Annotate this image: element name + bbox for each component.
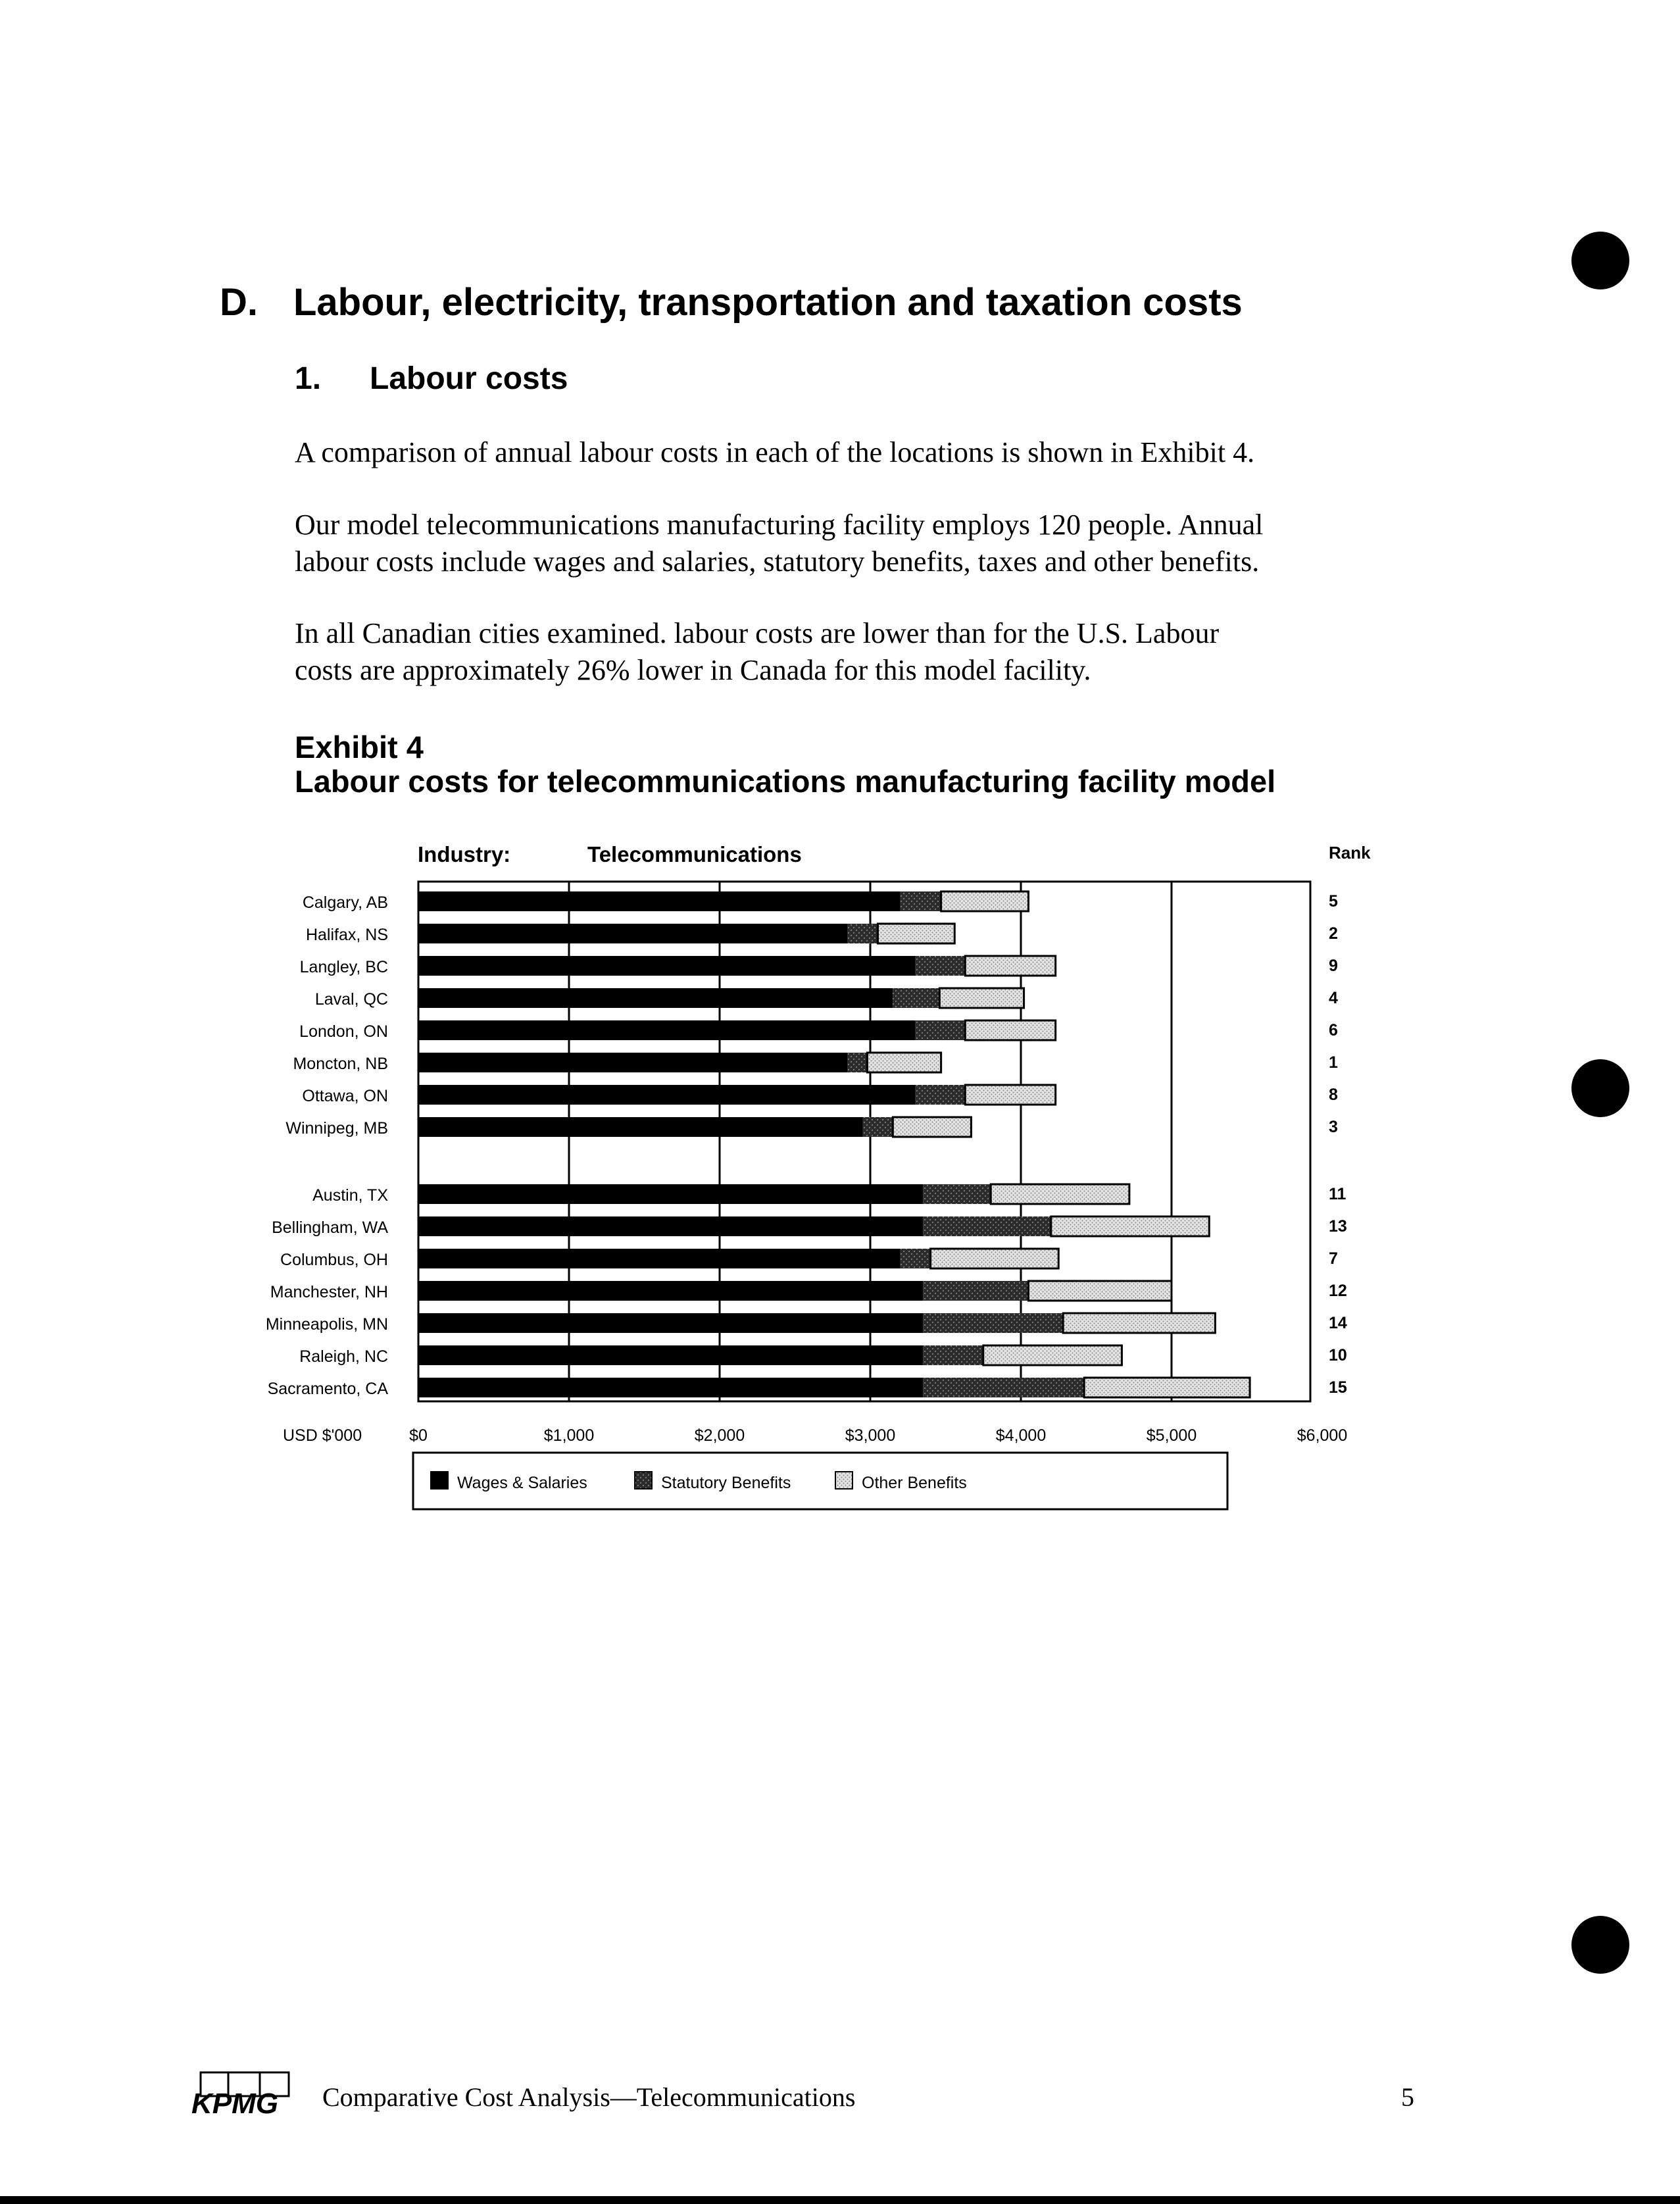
rank-label: 3 [1329, 1118, 1338, 1136]
kpmg-logo-text: KPMG [191, 2088, 278, 2120]
bar-segment [991, 1184, 1129, 1204]
rank-label: 12 [1329, 1282, 1347, 1300]
x-tick-label: $2,000 [694, 1426, 745, 1445]
rank-header: Rank [1329, 843, 1371, 863]
category-label: Laval, QC [314, 990, 388, 1009]
kpmg-logo [191, 2072, 289, 2120]
footer-title: Comparative Cost Analysis—Telecommunications [322, 2082, 856, 2112]
paragraph-line: A comparison of annual labour costs in each of the locations is shown in Exhibit 4. [295, 436, 1255, 468]
category-label: Langley, BC [299, 958, 388, 976]
bar-segment [1063, 1313, 1215, 1333]
bar-segment [418, 1249, 901, 1268]
category-label: Moncton, NB [293, 1055, 388, 1073]
bar-segment [1028, 1281, 1172, 1301]
page-bottom-border [0, 2196, 1680, 2204]
bar-segment [923, 1216, 1051, 1236]
category-label: Minneapolis, MN [265, 1315, 388, 1334]
bar-segment [901, 1249, 931, 1268]
paragraph-model-facility [295, 507, 1426, 580]
legend-label: Statutory Benefits [661, 1474, 791, 1492]
bar-segment [418, 988, 893, 1008]
paragraph-line: Our model telecommunications manufacturing facility employs 120 people. Annual [295, 509, 1264, 541]
bar-segment [893, 1117, 971, 1137]
bar-segment [965, 1020, 1055, 1040]
rank-label: 14 [1329, 1314, 1347, 1332]
paragraph-canada-comparison [295, 615, 1426, 689]
bar-segment [916, 1020, 966, 1040]
bar-segment [418, 1345, 923, 1365]
x-tick-label: $6,000 [1297, 1426, 1348, 1445]
bar-segment [418, 1020, 916, 1040]
bar-segment [941, 891, 1029, 911]
bar-segment [418, 1313, 923, 1333]
bar-segment [1084, 1378, 1250, 1397]
bar-segment [418, 956, 916, 976]
x-tick-label: $4,000 [995, 1426, 1047, 1445]
x-tick-label: $5,000 [1146, 1426, 1197, 1445]
rank-label: 9 [1329, 957, 1338, 975]
legend-label: Wages & Salaries [457, 1474, 587, 1492]
rank-label: 10 [1329, 1346, 1347, 1365]
subsection-title: Labour costs [370, 361, 568, 396]
paragraph-line: costs are approximately 26% lower in Canada for this model facility. [295, 654, 1091, 686]
bar-segment [863, 1117, 893, 1137]
bar-segment [418, 1281, 923, 1301]
category-label: Raleigh, NC [299, 1347, 388, 1366]
rank-label: 5 [1329, 892, 1338, 911]
bar-segment [965, 1085, 1055, 1105]
bar-segment [418, 924, 848, 943]
bar-segment [939, 988, 1024, 1008]
punch-hole-bottom [1571, 1916, 1629, 1974]
category-label: Sacramento, CA [267, 1380, 388, 1398]
exhibit-title: Labour costs for telecommunications manufacturing facility model [295, 764, 1276, 799]
rank-label: 15 [1329, 1378, 1347, 1397]
bar-segment [931, 1249, 1059, 1268]
bar-segment [983, 1345, 1122, 1365]
rank-label: 13 [1329, 1217, 1347, 1236]
section-title: Labour, electricity, transportation and taxation costs [293, 281, 1243, 324]
bar-segment [923, 1184, 991, 1204]
bar-segment [923, 1313, 1063, 1333]
category-label: Winnipeg, MB [285, 1119, 388, 1138]
bar-segment [418, 891, 901, 911]
bar-segment [418, 1378, 923, 1397]
legend-swatch [835, 1472, 852, 1489]
category-label: Manchester, NH [270, 1283, 388, 1301]
category-label: Columbus, OH [280, 1251, 388, 1269]
bar-segment [418, 1085, 916, 1105]
bar-segment [418, 1053, 848, 1072]
bar-segment [923, 1281, 1028, 1301]
bar-segment [901, 891, 941, 911]
x-tick-label: $1,000 [543, 1426, 595, 1445]
category-label: Ottawa, ON [302, 1087, 388, 1105]
category-label: Bellingham, WA [272, 1218, 388, 1237]
bar-segment [1051, 1216, 1209, 1236]
bar-segment [877, 924, 954, 943]
exhibit-label: Exhibit 4 [295, 730, 424, 764]
page-number: 5 [1401, 2082, 1414, 2112]
bar-segment [418, 1216, 923, 1236]
rank-label: 4 [1329, 989, 1338, 1007]
bar-segment [848, 1053, 868, 1072]
bar-segment [923, 1378, 1084, 1397]
rank-label: 8 [1329, 1086, 1338, 1104]
subsection-number: 1. [295, 361, 322, 396]
rank-label: 11 [1329, 1185, 1346, 1203]
bar-segment [867, 1053, 941, 1072]
rank-label: 1 [1329, 1053, 1338, 1072]
section-letter: D. [220, 281, 258, 324]
x-axis-unit-label: USD $'000 [283, 1426, 362, 1445]
punch-hole-top [1571, 232, 1629, 289]
bar-segment [916, 1085, 966, 1105]
category-label: Austin, TX [312, 1186, 388, 1205]
bar-segment [965, 956, 1055, 976]
bar-segment [923, 1345, 983, 1365]
rank-label: 7 [1329, 1249, 1338, 1268]
bar-segment [916, 956, 966, 976]
category-label: Calgary, AB [302, 893, 388, 912]
bar-segment [893, 988, 939, 1008]
legend-swatch [431, 1472, 448, 1489]
x-tick-label: $3,000 [845, 1426, 896, 1445]
paragraph-line: In all Canadian cities examined. labour costs are lower than for the U.S. Labour [295, 617, 1220, 649]
rank-label: 2 [1329, 924, 1338, 943]
legend-label: Other Benefits [862, 1474, 967, 1492]
category-label: London, ON [299, 1022, 388, 1041]
bar-segment [848, 924, 878, 943]
industry-label: Industry: [418, 842, 511, 866]
rank-label: 6 [1329, 1021, 1338, 1039]
category-label: Halifax, NS [305, 926, 388, 944]
x-tick-label: $0 [409, 1426, 428, 1445]
legend-swatch [635, 1472, 652, 1489]
industry-value: Telecommunications [587, 842, 802, 866]
bar-segment [418, 1117, 863, 1137]
punch-hole-middle [1571, 1059, 1629, 1117]
paragraph-line: labour costs include wages and salaries, statutory benefits, taxes and other benefits. [295, 545, 1260, 578]
paragraph-exhibit-reference [295, 434, 1426, 471]
bar-segment [418, 1184, 923, 1204]
